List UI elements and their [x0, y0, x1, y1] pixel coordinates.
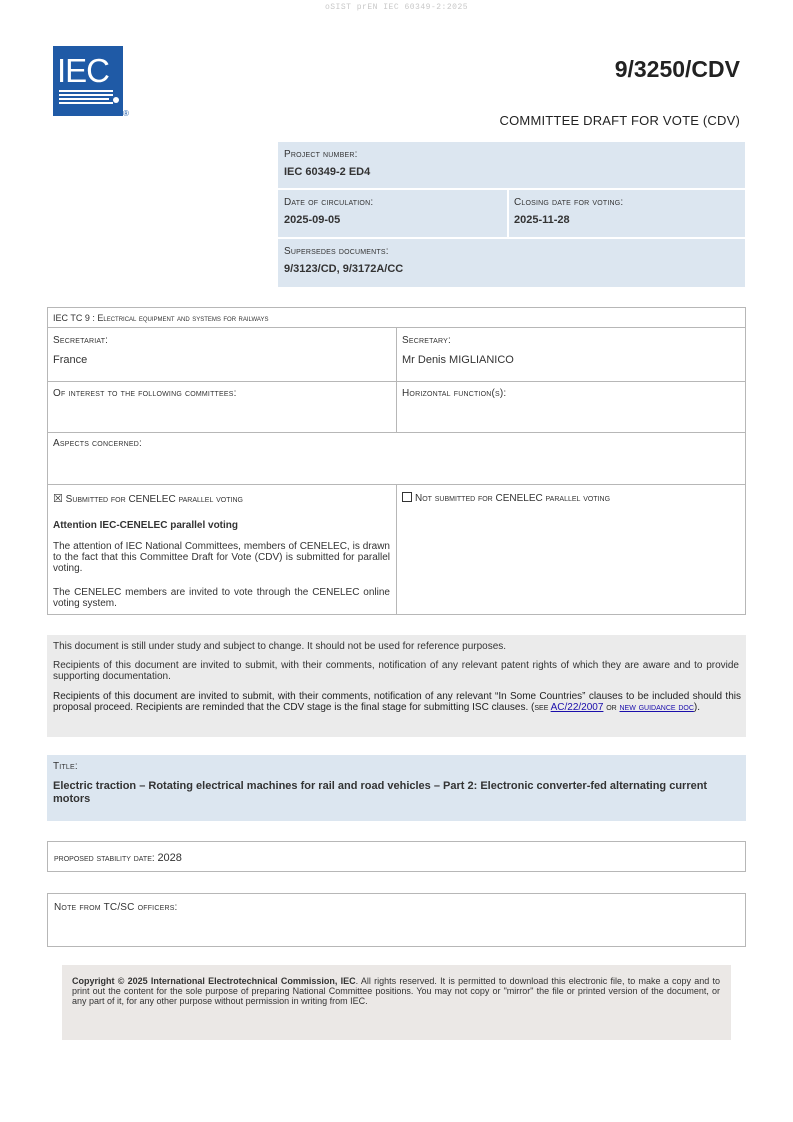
submitted-label-a: Submitted for: [65, 494, 129, 505]
attention-paragraph-1: The attention of IEC National Committees, members of CENELEC, is drawn to the fact that this Committee Draft for Vote (CDV) is submitted for parallel voting.: [53, 541, 390, 574]
copyright-bold: Copyright © 2025 International Electrotechnical Commission, IEC: [72, 976, 356, 986]
or-text: or: [603, 702, 620, 713]
secretary-value: Mr Denis MIGLIANICO: [402, 354, 514, 366]
table-divider: [396, 484, 397, 615]
tc-name: Electrical equipment and systems for railways: [97, 313, 269, 323]
notice-paragraph-1: This document is still under study and subject to change. It should not be used for reference purposes.: [53, 641, 507, 652]
closing-date-cell: [509, 190, 745, 237]
table-divider: [396, 327, 397, 433]
logo-line: [59, 90, 113, 92]
stability-value: 2028: [157, 852, 182, 864]
title-label: Title:: [53, 761, 78, 772]
notice-block: [47, 635, 746, 737]
copyright-block: [62, 965, 731, 1040]
supersedes-cell: [278, 239, 745, 287]
see-prefix: (see: [531, 702, 551, 713]
see-suffix: ).: [693, 702, 701, 713]
watermark: oSIST prEN IEC 60349-2:2025: [324, 3, 469, 12]
circulation-date-value: 2025-09-05: [284, 214, 341, 226]
notice-paragraph-3: [53, 691, 741, 713]
checked-box-icon[interactable]: ☒: [53, 493, 63, 505]
logo-text: IEC: [57, 52, 110, 89]
iec-logo: [53, 46, 123, 116]
unchecked-box-icon[interactable]: [402, 492, 412, 502]
notice-paragraph-3-text: Recipients of this document are invited to submit, with their comments, notification of any relevant “In Some Countries” clauses to be included should this proposal proceed. Recipients are reminded that the CDV stage is the final stage for submitting ISC clauses.: [53, 691, 741, 713]
horizontal-function-label: Horizontal function(s):: [402, 388, 507, 399]
stability-label: proposed stability date:: [54, 853, 158, 864]
supersedes-value: 9/3123/CD, 9/3172A/CC: [284, 263, 404, 275]
not-submitted-label-a: Not submitted for: [415, 493, 496, 504]
registered-mark: ®: [123, 109, 129, 118]
logo-line: [59, 94, 113, 96]
logo-line: [59, 98, 109, 100]
document-type: COMMITTEE DRAFT FOR VOTE (CDV): [499, 113, 740, 128]
document-number: 9/3250/CDV: [614, 56, 740, 82]
ac-22-2007-link[interactable]: AC/22/2007: [550, 702, 604, 713]
stability-row: [54, 852, 182, 864]
logo-line: [59, 102, 113, 104]
notice-paragraph-2: Recipients of this document are invited to submit, with their comments, notification of any relevant patent rights of which they are aware and to provide supporting documentation.: [53, 660, 739, 682]
copyright-rest: . All rights reserved. It is permitted to download this electronic file, to make a copy and to print out the content for the sole purpose of preparing National Committee positions. You may not copy or "mirror" the file or printed version of the document, or any part of it, for any other purpose without permission in writing from IEC.: [72, 976, 720, 1006]
submitted-option[interactable]: [53, 492, 243, 505]
not-submitted-option[interactable]: [402, 492, 610, 504]
title-block: [47, 755, 746, 821]
secretariat-label: Secretariat:: [53, 335, 109, 346]
aspects-label: Aspects concerned:: [53, 438, 142, 449]
circulation-date-cell: [278, 190, 507, 237]
secretary-label: Secretary:: [402, 335, 451, 346]
stability-box: [47, 841, 746, 872]
not-submitted-label-b: CENELEC: [495, 493, 543, 504]
tc-title: [53, 313, 268, 323]
attention-paragraph-2: The CENELEC members are invited to vote through the CENELEC online voting system.: [53, 587, 390, 609]
logo-dot: [113, 97, 119, 103]
copyright-text: [72, 976, 720, 1006]
not-submitted-label-c: parallel voting: [542, 493, 611, 504]
project-number-value: IEC 60349-2 ED4: [284, 166, 371, 178]
attention-title: Attention IEC-CENELEC parallel voting: [53, 520, 239, 531]
secretariat-value: France: [53, 354, 88, 366]
note-box: [47, 893, 746, 947]
note-label: Note from TC/SC officers:: [54, 902, 178, 913]
title-value: Electric traction – Rotating electrical machines for rail and road vehicles – Part 2: Electronic converter-fed alternating current motors: [53, 780, 708, 805]
tc-prefix: IEC TC 9 :: [53, 313, 98, 323]
new-guidance-doc-link[interactable]: new guidance doc: [619, 702, 694, 713]
project-number-cell: [278, 142, 745, 188]
submitted-label-b: CENELEC: [128, 494, 176, 505]
closing-date-value: 2025-11-28: [514, 214, 570, 226]
project-number-label: Project number:: [284, 149, 358, 160]
circulation-date-label: Date of circulation:: [284, 197, 374, 208]
submitted-label-c: parallel voting: [175, 494, 243, 505]
supersedes-label: Supersedes documents:: [284, 246, 389, 257]
closing-date-label: Closing date for voting:: [514, 197, 624, 208]
interest-label: Of interest to the following committees:: [53, 388, 237, 399]
